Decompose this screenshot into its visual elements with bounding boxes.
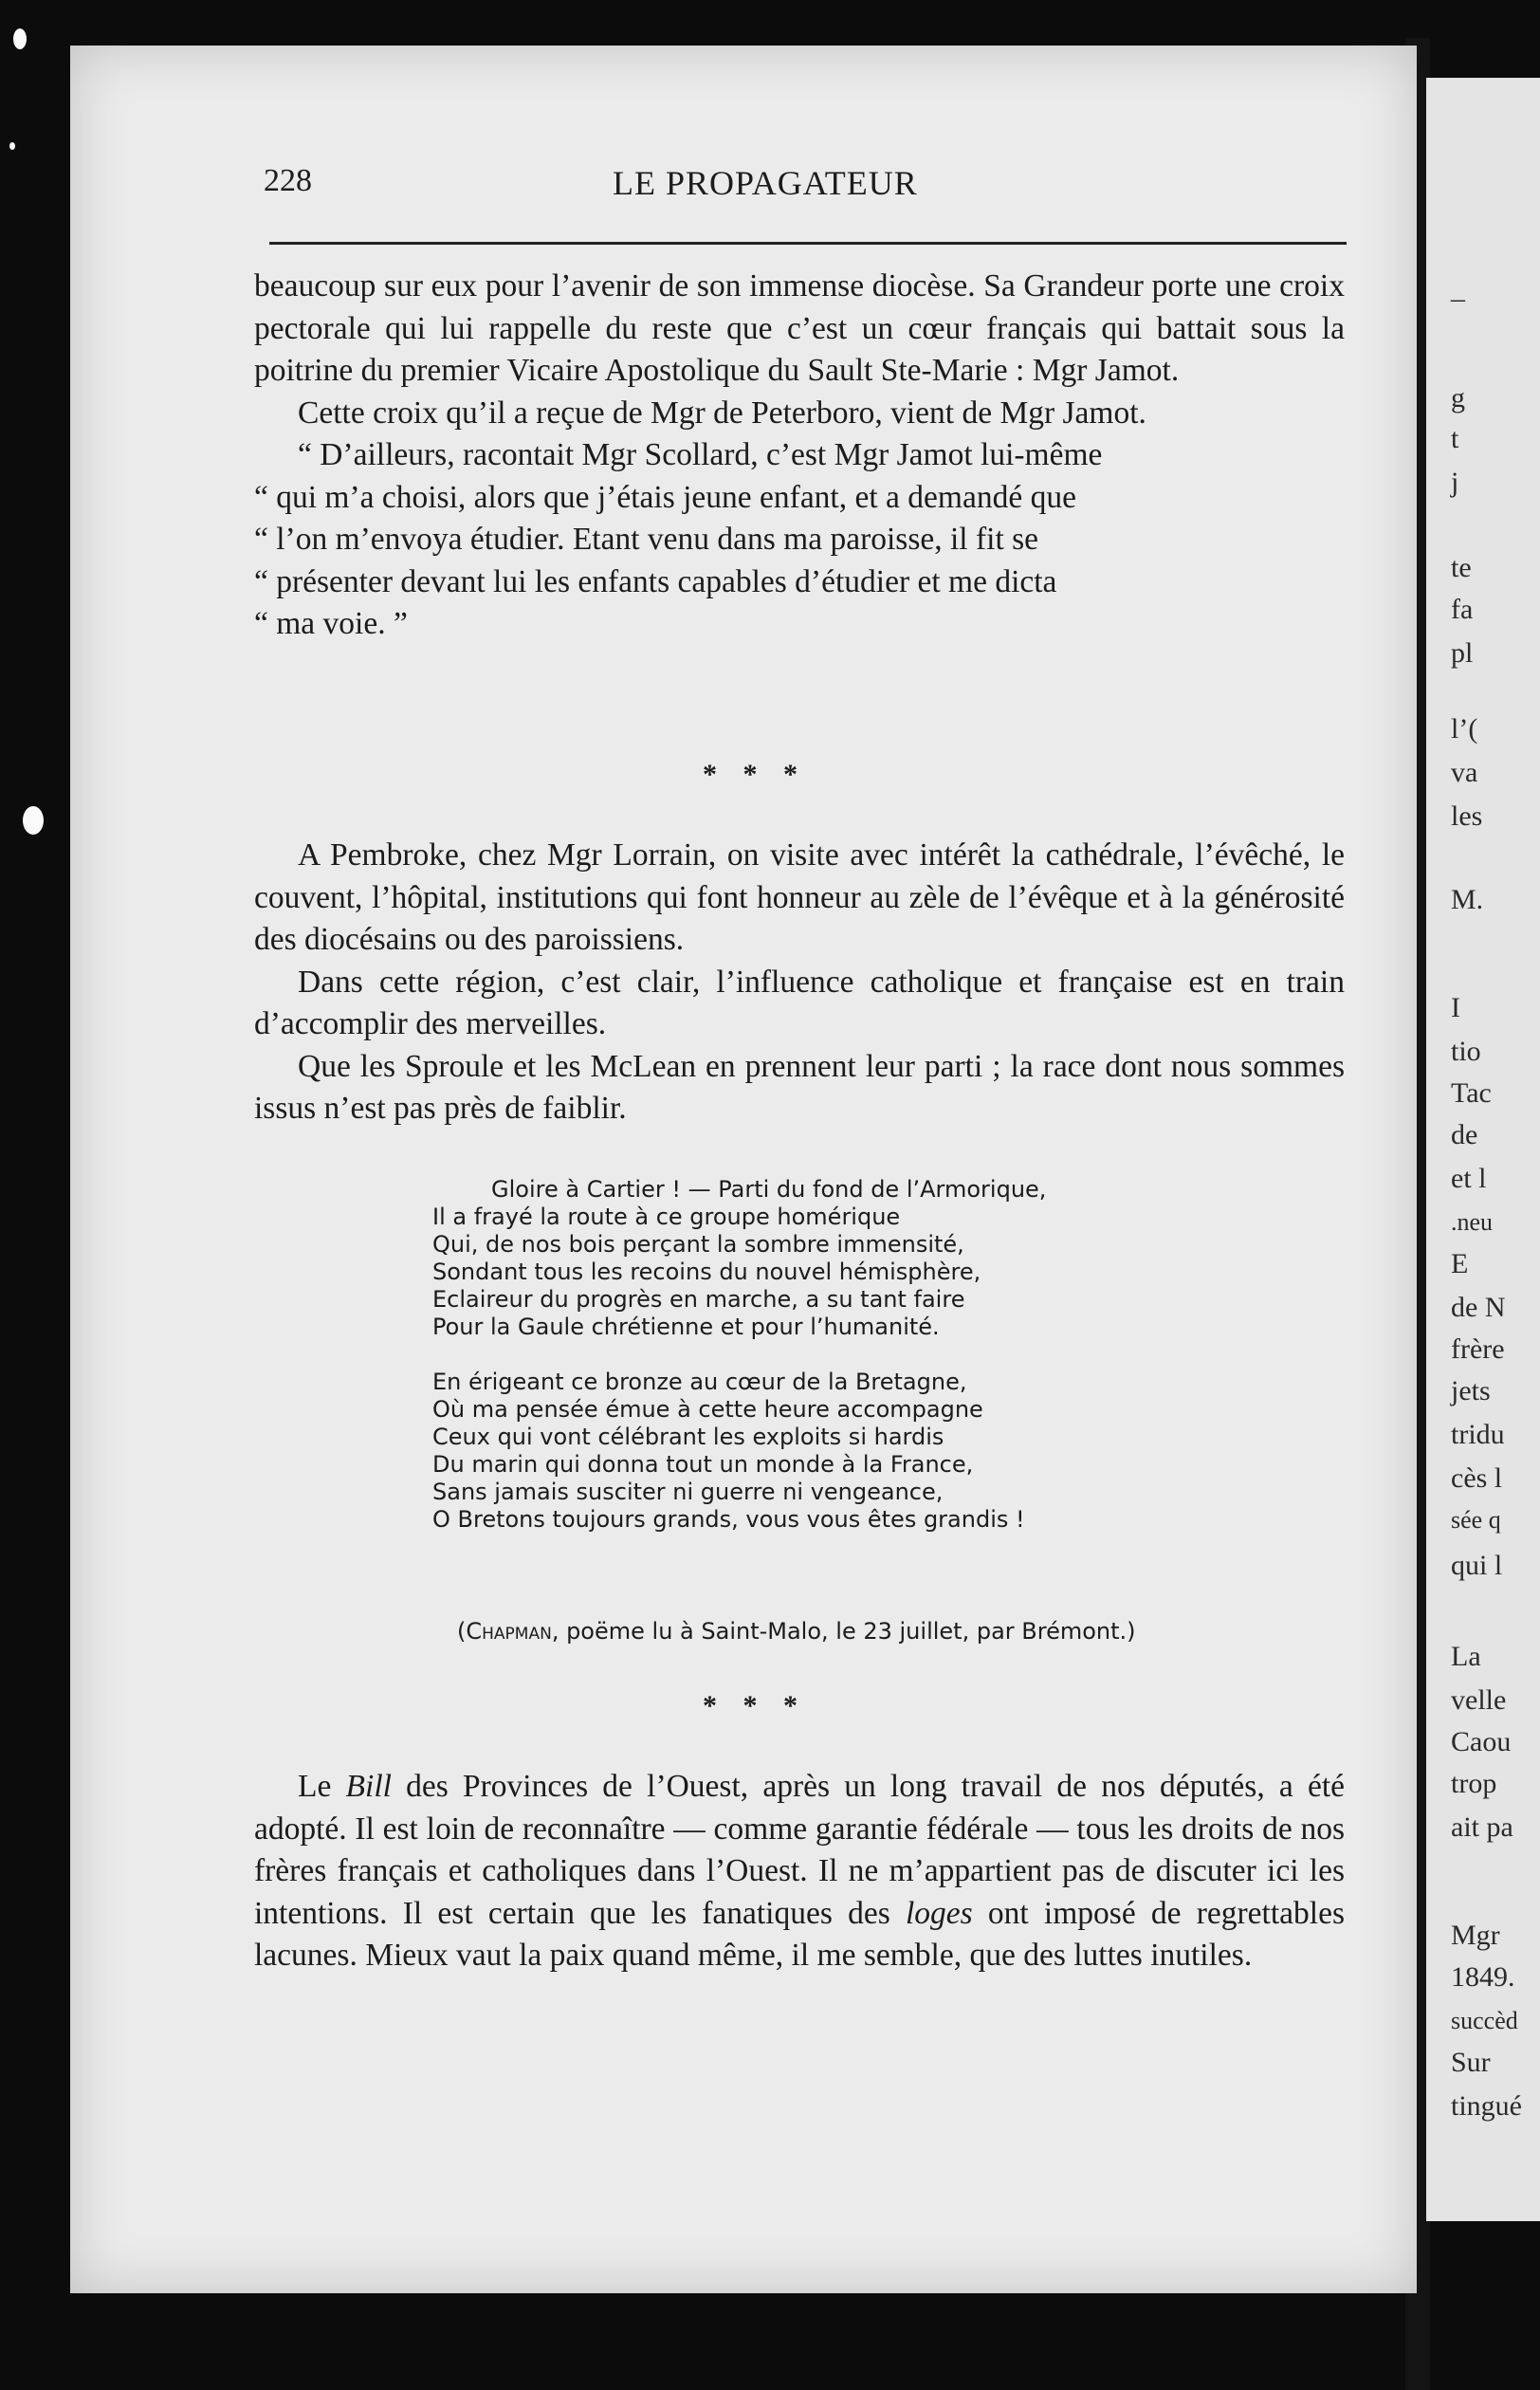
poem-stanza <box>432 1176 1362 1341</box>
poem-stanza <box>432 1369 1362 1534</box>
adjacent-fragment: l’( <box>1451 713 1478 745</box>
poem-line: Pour la Gaule chrétienne et pour l’humanité. <box>432 1314 940 1340</box>
adjacent-fragment: E <box>1451 1248 1469 1279</box>
poem-line: O Bretons toujours grands, vous vous êtes grandis ! <box>432 1506 1025 1533</box>
paragraph-sproule: Que les Sproule et les McLean en prennent leur parti ; la race dont nous sommes issus n’est pas près de faiblir. <box>254 1048 1345 1126</box>
paragraph-pembroke: A Pembroke, chez Mgr Lorrain, on visite avec intérêt la cathédrale, l’évêché, le couvent, l’hôpital, institutions qui font honneur au zèle de l’évêque et à la générosité des diocésains ou des paroissiens. <box>254 837 1345 957</box>
text-run: Le <box>298 1769 346 1804</box>
scan-speck <box>23 806 44 835</box>
section-separator: * * * <box>703 759 807 790</box>
adjacent-fragment: M. <box>1451 884 1484 915</box>
adjacent-fragment: I <box>1451 992 1460 1023</box>
adjacent-fragment: les <box>1451 800 1483 832</box>
adjacent-fragment: trop <box>1451 1768 1497 1799</box>
paragraph-bill <box>254 1766 1345 1977</box>
page-number: 228 <box>264 163 312 198</box>
adjacent-fragment: – <box>1451 283 1465 314</box>
adjacent-fragment: La <box>1451 1641 1481 1672</box>
adjacent-fragment: sée q <box>1451 1506 1501 1534</box>
italic-bill: Bill <box>345 1769 392 1804</box>
adjacent-fragment: ait pa <box>1451 1811 1513 1843</box>
section-separator: * * * <box>703 1690 807 1721</box>
adjacent-fragment: succèd <box>1451 2007 1518 2034</box>
text-block-bottom <box>254 1766 1345 1977</box>
text-run: ont imposé de regrettables lacunes. Mieux vaut la paix quand même, il me semble, que des luttes inutiles. <box>254 1895 1346 1973</box>
text-run: des Provinces de l’Ouest, après un long travail de nos députés, a été adopté. Il est loin de reconnaître — comme garantie fédérale — tous les droits de nos frères français et catholiques dans l’Ouest. Il ne m’appartient pas de discuter ici les intentions. Il est certain que les fanatiques des <box>254 1769 1346 1931</box>
attribution-author: Chapman <box>466 1618 552 1645</box>
running-title: LE PROPAGATEUR <box>613 164 918 202</box>
adjacent-fragment: Sur <box>1451 2047 1491 2078</box>
poem-line: En érigeant ce bronze au cœur de la Bretagne, <box>432 1369 967 1395</box>
poem-line: Sondant tous les recoins du nouvel hémisphère, <box>432 1259 981 1285</box>
adjacent-fragment: t <box>1451 423 1459 454</box>
attribution-details: , poëme lu à Saint-Malo, le 23 juillet, par Brémont.) <box>551 1618 1136 1645</box>
adjacent-fragment: jets <box>1451 1375 1491 1406</box>
quote-line: “ l’on m’envoya étudier. Etant venu dans ma paroisse, il fit se <box>254 522 1039 557</box>
paragraph-region: Dans cette région, c’est clair, l’influence catholique et française est en train d’accomplir des merveilles. <box>254 964 1345 1041</box>
poem-line: Ceux qui vont célébrant les exploits si hardis <box>432 1424 944 1450</box>
adjacent-fragment: qui l <box>1451 1550 1503 1581</box>
adjacent-fragment: .neu <box>1451 1208 1494 1236</box>
quote-block <box>254 434 1345 646</box>
poem-line: Il a frayé la route à ce groupe homérique <box>432 1204 901 1230</box>
adjacent-fragment: te <box>1451 552 1472 583</box>
adjacent-fragment: 1849. <box>1451 1961 1515 1993</box>
running-header <box>264 163 1345 212</box>
adjacent-fragment: Mgr <box>1451 1920 1500 1951</box>
paragraph-croix: Cette croix qu’il a reçue de Mgr de Peterboro, vient de Mgr Jamot. <box>298 395 1146 431</box>
adjacent-fragment: frère <box>1451 1333 1505 1365</box>
poem-line: Sans jamais susciter ni guerre ni vengeance, <box>432 1479 944 1505</box>
quote-line: “ D’ailleurs, racontait Mgr Scollard, c’est Mgr Jamot lui-même <box>298 437 1103 472</box>
adjacent-fragment: velle <box>1451 1684 1507 1716</box>
quote-line: “ qui m’a choisi, alors que j’étais jeune enfant, et a demandé que <box>254 479 1076 515</box>
adjacent-fragment: cès l <box>1451 1462 1503 1494</box>
quote-line: “ présenter devant lui les enfants capables d’étudier et me dicta <box>254 563 1057 599</box>
paragraph-continuation: beaucoup sur eux pour l’avenir de son immense diocèse. Sa Grandeur porte une croix pectorale qui lui rappelle du reste que c’est un cœur français qui battait sous la poitrine du premier Vicaire Apostolique du Sault Ste-Marie : Mgr Jamot. <box>254 268 1345 388</box>
adjacent-fragment: tio <box>1451 1036 1481 1067</box>
adjacent-fragment: g <box>1451 382 1465 414</box>
scan-speck <box>13 28 27 49</box>
poem-line: Qui, de nos bois perçant la sombre immensité, <box>432 1231 964 1258</box>
adjacent-fragment: tingué <box>1451 2090 1522 2122</box>
scan-speck <box>9 142 15 150</box>
adjacent-fragment: va <box>1451 757 1478 788</box>
poem-attribution <box>457 1618 1329 1645</box>
adjacent-fragment: Caou <box>1451 1726 1512 1757</box>
text-block-middle <box>254 835 1345 1131</box>
adjacent-fragment: tridu <box>1451 1419 1505 1450</box>
adjacent-fragment: et l <box>1451 1163 1487 1194</box>
header-rule <box>269 242 1347 245</box>
adjacent-fragment: pl <box>1451 637 1474 669</box>
poem-line: Où ma pensée émue à cette heure accompagne <box>432 1396 983 1423</box>
poem-line: Gloire à Cartier ! — Parti du fond de l’Armorique, <box>491 1176 1047 1203</box>
italic-loges: loges <box>905 1895 973 1931</box>
text-block-top <box>254 266 1345 646</box>
adjacent-fragment: j <box>1451 467 1459 498</box>
adjacent-page-strip <box>1426 78 1540 2221</box>
adjacent-fragment: Tac <box>1451 1077 1492 1109</box>
poem-line: Du marin qui donna tout un monde à la France, <box>432 1451 974 1478</box>
poem <box>432 1176 1362 1561</box>
adjacent-fragment: fa <box>1451 594 1474 625</box>
adjacent-fragment: de N <box>1451 1292 1506 1323</box>
poem-line: Eclaireur du progrès en marche, a su tant faire <box>432 1286 965 1313</box>
adjacent-fragment: de <box>1451 1119 1478 1150</box>
attribution-open: ( <box>457 1618 467 1645</box>
quote-line: “ ma voie. ” <box>254 606 408 641</box>
